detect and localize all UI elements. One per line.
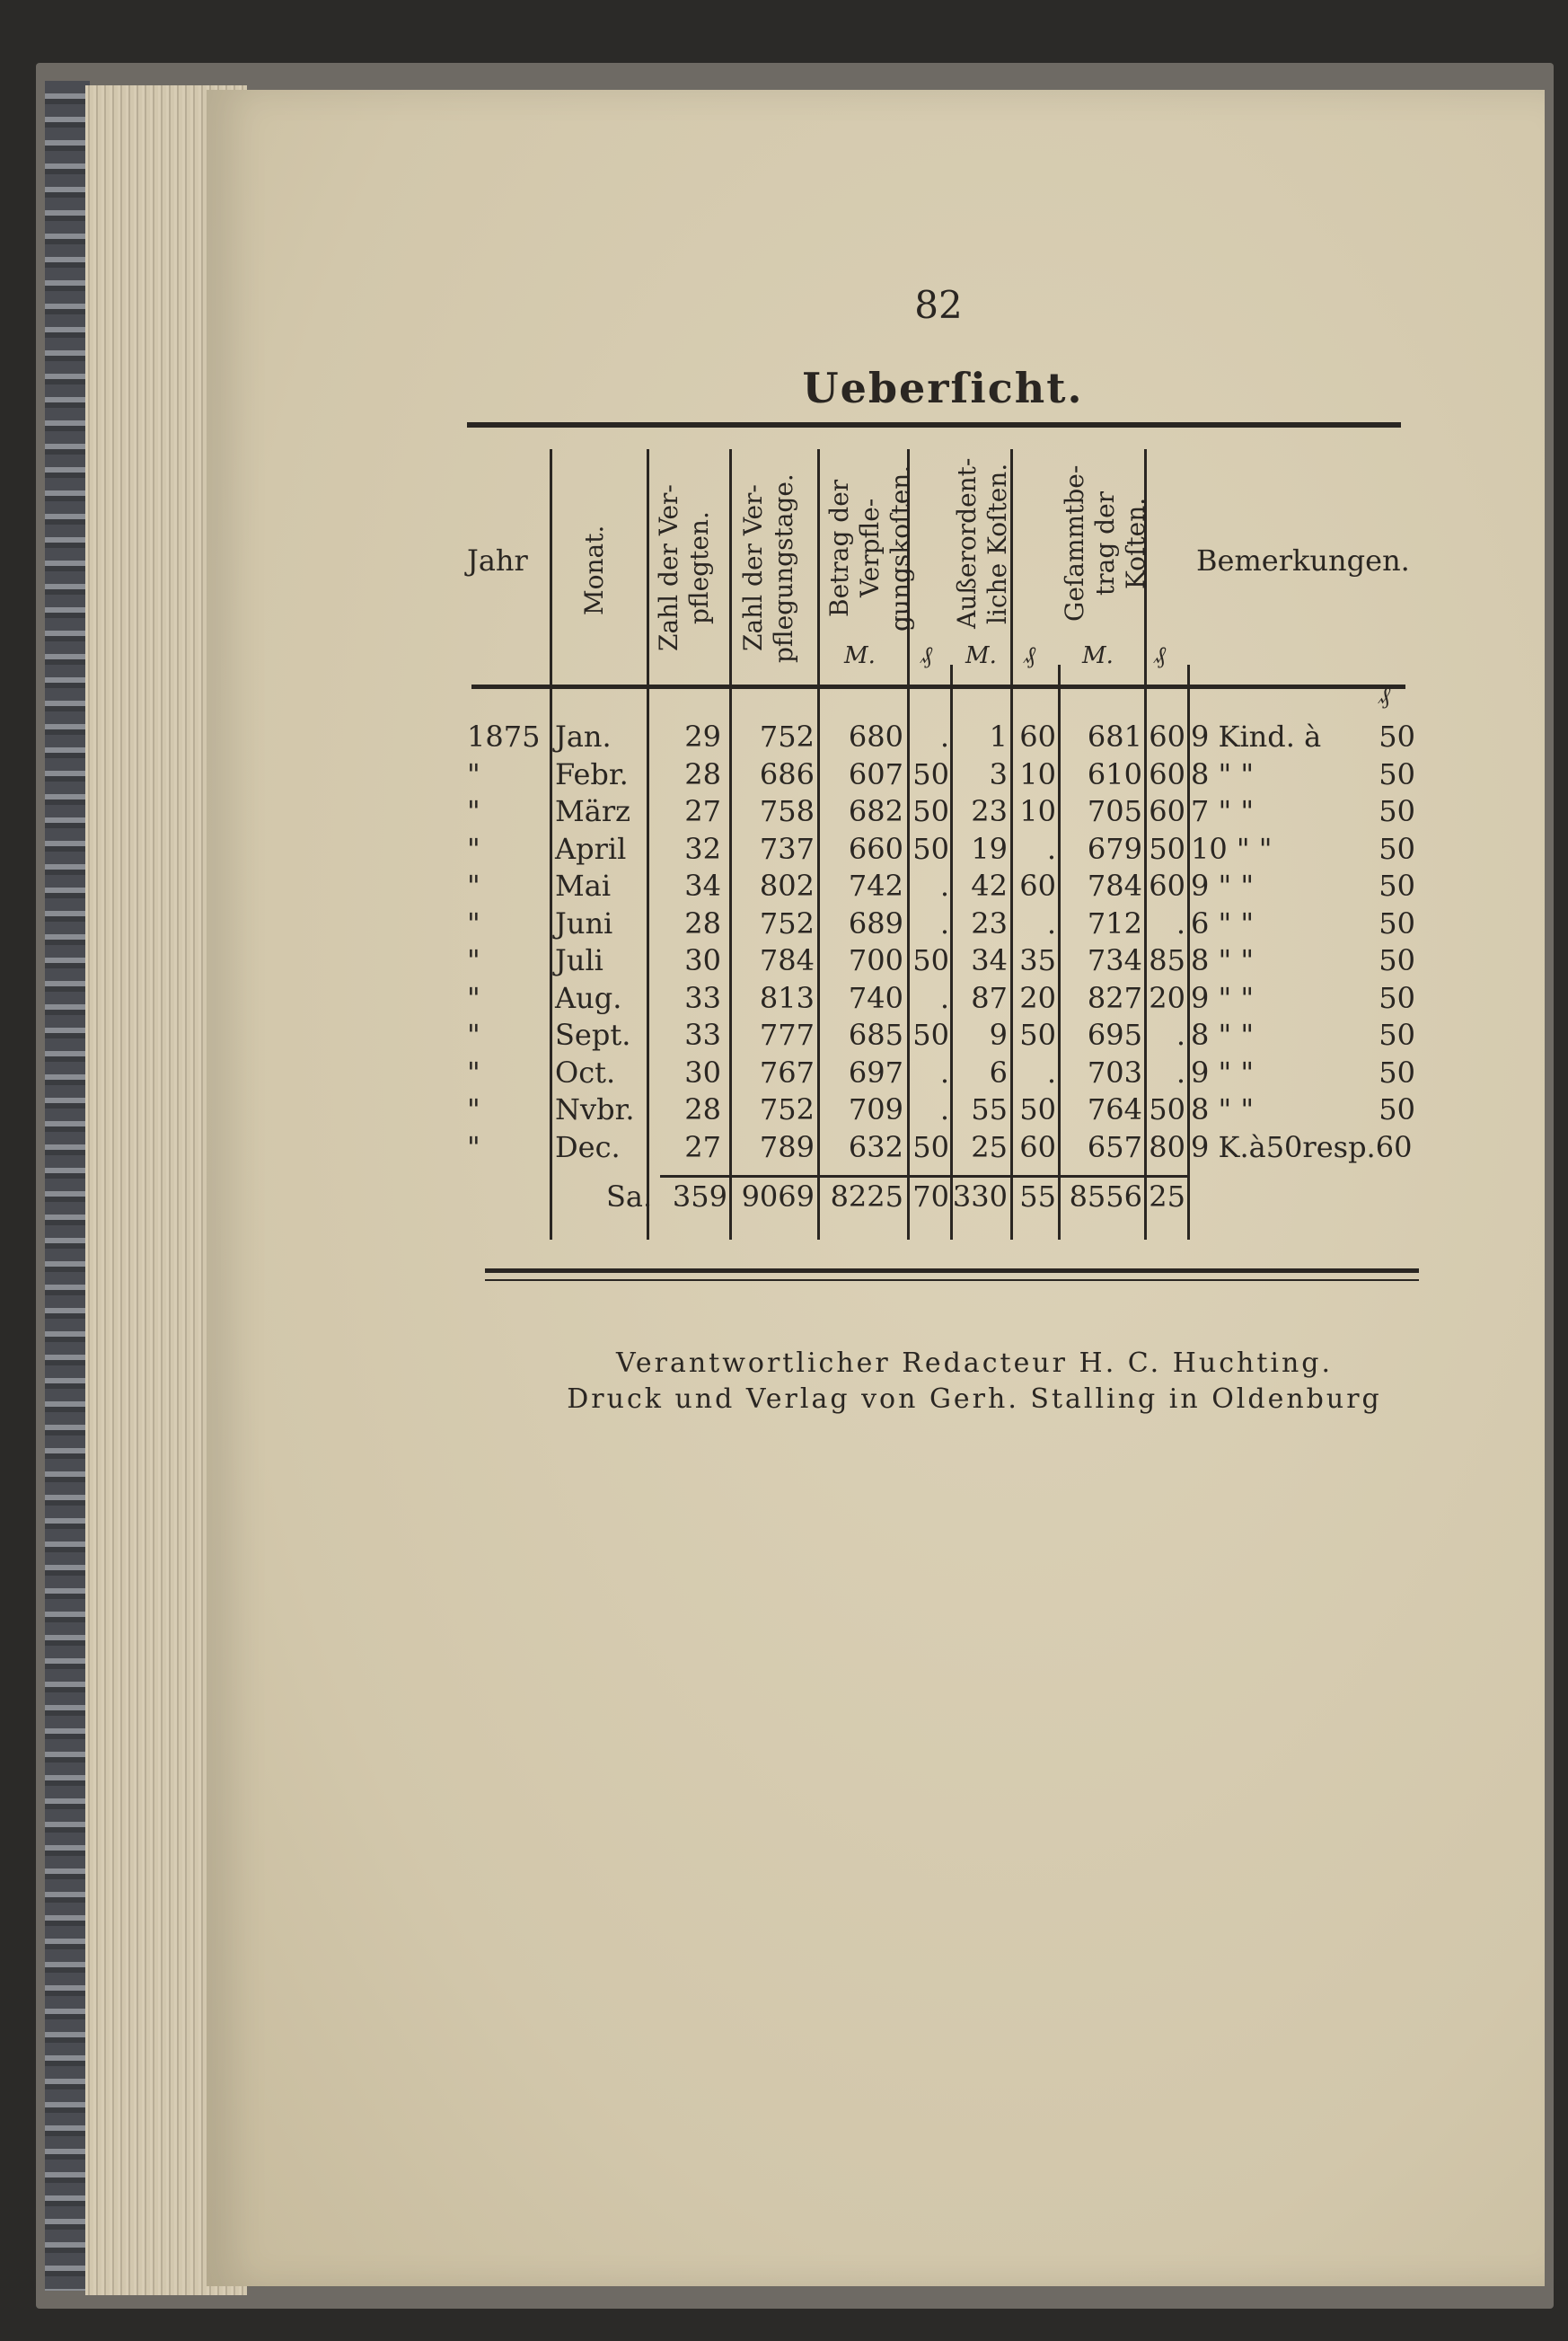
cell-jahr: " — [467, 1129, 480, 1164]
cell-gesammt-m: 712 — [1087, 905, 1142, 941]
unit-pfennig: ₰ — [1024, 642, 1035, 669]
cell-gesammt-pf: 60 — [1149, 794, 1185, 828]
cell-bemerkung-pf: 50 — [1379, 869, 1415, 903]
cell-verpflegte: 28 — [684, 756, 721, 791]
cell-betrag-m: 685 — [848, 1018, 903, 1052]
cell-bemerkung: 9 " " — [1191, 869, 1255, 903]
cell-gesammt-pf: 80 — [1149, 1129, 1185, 1164]
footer-editor: Verantwortlicher Redacteur H. C. Huchting. — [615, 1347, 1334, 1379]
cell-bemerkung: 9 K.à50resp.60 — [1191, 1129, 1413, 1164]
unit-mark: M. — [965, 642, 997, 669]
table-bottom-rule — [485, 1268, 1419, 1273]
cell-monat: April — [555, 831, 627, 866]
cell-betrag-m: 697 — [848, 1055, 903, 1090]
sum-ausser-pf: 55 — [1019, 1179, 1056, 1214]
cell-ausser-pf: 20 — [1019, 980, 1056, 1015]
cell-jahr: " — [467, 831, 480, 866]
cell-betrag-pf: . — [939, 980, 949, 1015]
cell-ausser-pf: . — [1046, 1055, 1056, 1090]
cell-gesammt-pf: . — [1176, 1018, 1185, 1052]
cell-betrag-m: 660 — [848, 831, 903, 866]
sum-ausser-m: 330 — [952, 1179, 1008, 1214]
cell-tage: 789 — [759, 1129, 815, 1164]
cell-monat: Febr. — [555, 756, 629, 791]
cell-betrag-m: 607 — [848, 756, 903, 791]
cell-ausser-m: 34 — [971, 943, 1008, 977]
cell-betrag-pf: 50 — [912, 794, 949, 828]
cell-jahr: " — [467, 1092, 480, 1126]
sum-gesammt-m: 8556 — [1069, 1179, 1142, 1214]
cell-gesammt-m: 679 — [1087, 831, 1142, 866]
cell-gesammt-m: 695 — [1087, 1018, 1142, 1052]
cell-jahr: " — [467, 756, 480, 791]
cell-betrag-pf: 50 — [912, 756, 949, 791]
cell-ausser-m: 9 — [989, 1018, 1008, 1052]
cell-bemerkung-pf: 50 — [1379, 720, 1415, 754]
page-title: Ueberſicht. — [802, 364, 1084, 412]
cell-bemerkung-pf: 50 — [1379, 794, 1415, 828]
cell-verpflegte: 30 — [684, 943, 721, 977]
cell-ausser-pf: 50 — [1019, 1018, 1056, 1052]
cell-bemerkung-pf: 50 — [1379, 980, 1415, 1015]
cell-tage: 758 — [759, 794, 815, 828]
cell-monat: Oct. — [555, 1055, 616, 1090]
cell-tage: 752 — [759, 720, 815, 754]
sum-gesammt-pf: 25 — [1149, 1179, 1185, 1214]
cell-betrag-pf: 50 — [912, 943, 949, 977]
cell-jahr: " — [467, 980, 480, 1015]
cell-jahr: " — [467, 869, 480, 903]
header-bemerkungen: Bemerkungen. — [1196, 543, 1410, 578]
footer-publisher: Druck und Verlag von Gerh. Stalling in Oldenburg — [567, 1383, 1382, 1415]
cell-betrag-m: 742 — [848, 869, 903, 903]
cell-monat: Juli — [555, 943, 603, 977]
cell-betrag-m: 682 — [848, 794, 903, 828]
cell-verpflegte: 33 — [684, 980, 721, 1015]
cell-betrag-m: 680 — [848, 720, 903, 754]
cell-bemerkung: 8 " " — [1191, 1018, 1255, 1052]
cell-gesammt-pf: . — [1176, 905, 1185, 941]
cell-ausser-pf: . — [1046, 905, 1056, 941]
cell-verpflegte: 27 — [684, 1129, 721, 1164]
table-bottom-rule-thin — [485, 1279, 1419, 1281]
cell-betrag-pf: . — [939, 1092, 949, 1126]
cell-monat: Jan. — [555, 720, 612, 754]
cell-monat: Nvbr. — [555, 1092, 635, 1126]
cell-bemerkung-pf: 50 — [1379, 1018, 1415, 1052]
cell-verpflegte: 29 — [684, 720, 721, 754]
sum-rule — [660, 1175, 1190, 1178]
cell-ausser-m: 6 — [989, 1055, 1008, 1090]
sum-verpflegte: 359 — [672, 1179, 727, 1214]
cell-tage: 777 — [759, 1018, 815, 1052]
cell-bemerkung-pf: 50 — [1379, 943, 1415, 977]
cell-bemerkung: 6 " " — [1191, 905, 1255, 941]
cell-verpflegte: 34 — [684, 869, 721, 903]
cell-tage: 737 — [759, 831, 815, 866]
cell-bemerkung: 9 " " — [1191, 1055, 1255, 1090]
cell-gesammt-m: 681 — [1087, 720, 1142, 754]
cell-betrag-pf: 50 — [912, 1018, 949, 1052]
cell-betrag-pf: . — [939, 905, 949, 941]
cell-bemerkung: 8 " " — [1191, 943, 1255, 977]
header-monat: Monat. — [579, 525, 609, 616]
cell-gesammt-pf: 60 — [1149, 756, 1185, 791]
cell-gesammt-pf: 60 — [1149, 869, 1185, 903]
cell-jahr: " — [467, 943, 480, 977]
cell-gesammt-m: 703 — [1087, 1055, 1142, 1090]
cell-ausser-pf: 50 — [1019, 1092, 1056, 1126]
cell-betrag-pf: 50 — [912, 1129, 949, 1164]
col-rule — [647, 449, 649, 1240]
cell-verpflegte: 33 — [684, 1018, 721, 1052]
cell-ausser-m: 1 — [989, 720, 1008, 754]
cell-ausser-m: 3 — [989, 756, 1008, 791]
cell-tage: 784 — [759, 943, 815, 977]
cell-jahr: " — [467, 905, 480, 941]
cell-bemerkung-pf: 50 — [1379, 1092, 1415, 1126]
cell-betrag-pf: . — [939, 1055, 949, 1090]
cell-tage: 752 — [759, 1092, 815, 1126]
cell-betrag-m: 689 — [848, 905, 903, 941]
cell-tage: 813 — [759, 980, 815, 1015]
unit-pfennig: ₰ — [1379, 683, 1390, 710]
col-rule — [550, 449, 552, 1240]
cell-gesammt-pf: 85 — [1149, 943, 1185, 977]
cell-ausser-m: 55 — [971, 1092, 1008, 1126]
cell-gesammt-m: 827 — [1087, 980, 1142, 1015]
cell-verpflegte: 30 — [684, 1055, 721, 1090]
unit-mark: M. — [1082, 642, 1114, 669]
header-bottom-rule — [471, 685, 1405, 689]
cell-ausser-m: 25 — [971, 1129, 1008, 1164]
header-betrag: Betrag der Verpfle- gungskoſten. — [824, 464, 915, 632]
cell-monat: Sept. — [555, 1018, 631, 1052]
cell-ausser-pf: 10 — [1019, 794, 1056, 828]
sum-tage: 9069 — [741, 1179, 815, 1214]
cell-monat: Juni — [555, 905, 613, 941]
cell-bemerkung: 9 " " — [1191, 980, 1255, 1015]
cell-tage: 686 — [759, 756, 815, 791]
cell-verpflegte: 32 — [684, 831, 721, 866]
header-ausserordentlich: Außerordent- liche Koſten. — [952, 457, 1012, 630]
cell-ausser-m: 23 — [971, 905, 1008, 941]
cell-gesammt-pf: . — [1176, 1055, 1185, 1090]
sum-betrag-pf: 70 — [912, 1179, 949, 1214]
cell-verpflegte: 27 — [684, 794, 721, 828]
cell-verpflegte: 28 — [684, 905, 721, 941]
cell-betrag-pf: 50 — [912, 831, 949, 866]
cell-ausser-pf: . — [1046, 831, 1056, 866]
cell-bemerkung-pf: 50 — [1379, 1055, 1415, 1090]
cell-bemerkung: 10 " " — [1191, 831, 1273, 866]
cell-ausser-pf: 60 — [1019, 720, 1056, 754]
book-spine — [45, 81, 90, 2291]
cell-bemerkung: 8 " " — [1191, 1092, 1255, 1126]
cell-bemerkung: 7 " " — [1191, 794, 1255, 828]
sum-label: Sa. — [606, 1179, 653, 1214]
cell-gesammt-pf: 60 — [1149, 720, 1185, 754]
cell-bemerkung: 9 Kind. à — [1191, 720, 1322, 754]
cell-bemerkung-pf: 50 — [1379, 905, 1415, 941]
unit-pfennig: ₰ — [1154, 642, 1166, 669]
cell-gesammt-m: 657 — [1087, 1129, 1142, 1164]
cell-ausser-pf: 10 — [1019, 756, 1056, 791]
cell-monat: März — [555, 794, 630, 828]
cell-gesammt-m: 784 — [1087, 869, 1142, 903]
cell-betrag-pf: . — [939, 720, 949, 754]
cell-gesammt-m: 705 — [1087, 794, 1142, 828]
page-number: 82 — [914, 283, 963, 327]
cell-tage: 752 — [759, 905, 815, 941]
cell-ausser-m: 19 — [971, 831, 1008, 866]
cell-betrag-m: 709 — [848, 1092, 903, 1126]
cell-betrag-m: 632 — [848, 1129, 903, 1164]
header-jahr: Jahr — [467, 543, 528, 578]
header-verpflegungstage: Zahl der Ver- pflegungstage. — [738, 473, 798, 663]
cell-betrag-m: 740 — [848, 980, 903, 1015]
cell-jahr: " — [467, 794, 480, 828]
cell-gesammt-m: 734 — [1087, 943, 1142, 977]
cell-jahr: " — [467, 1018, 480, 1052]
cell-gesammt-m: 764 — [1087, 1092, 1142, 1126]
cell-betrag-m: 700 — [848, 943, 903, 977]
cell-ausser-m: 87 — [971, 980, 1008, 1015]
cell-monat: Aug. — [555, 980, 622, 1015]
cell-gesammt-m: 610 — [1087, 756, 1142, 791]
cell-bemerkung: 8 " " — [1191, 756, 1255, 791]
cell-tage: 767 — [759, 1055, 815, 1090]
cell-bemerkung-pf: 50 — [1379, 831, 1415, 866]
cell-ausser-pf: 60 — [1019, 1129, 1056, 1164]
cell-jahr: 1875 — [467, 720, 541, 754]
header-verpflegten: Zahl der Ver- pflegten. — [654, 484, 714, 652]
cell-ausser-m: 42 — [971, 869, 1008, 903]
cell-betrag-pf: . — [939, 869, 949, 903]
unit-mark: M. — [844, 642, 876, 669]
unit-pfennig: ₰ — [921, 642, 932, 669]
cell-bemerkung-pf: 50 — [1379, 756, 1415, 791]
cell-ausser-pf: 35 — [1019, 943, 1056, 977]
cell-ausser-m: 23 — [971, 794, 1008, 828]
sum-betrag-m: 8225 — [830, 1179, 903, 1214]
cell-gesammt-pf: 50 — [1149, 831, 1185, 866]
cell-tage: 802 — [759, 869, 815, 903]
cell-monat: Dec. — [555, 1129, 621, 1164]
cell-gesammt-pf: 20 — [1149, 980, 1185, 1015]
cell-verpflegte: 28 — [684, 1092, 721, 1126]
cell-gesammt-pf: 50 — [1149, 1092, 1185, 1126]
col-rule — [1187, 665, 1190, 1240]
header-gesammtbetrag: Geſammtbe- trag der Koſten. — [1060, 464, 1150, 623]
cell-monat: Mai — [555, 869, 612, 903]
cell-ausser-pf: 60 — [1019, 869, 1056, 903]
table-top-rule — [467, 422, 1401, 428]
cell-jahr: " — [467, 1055, 480, 1090]
